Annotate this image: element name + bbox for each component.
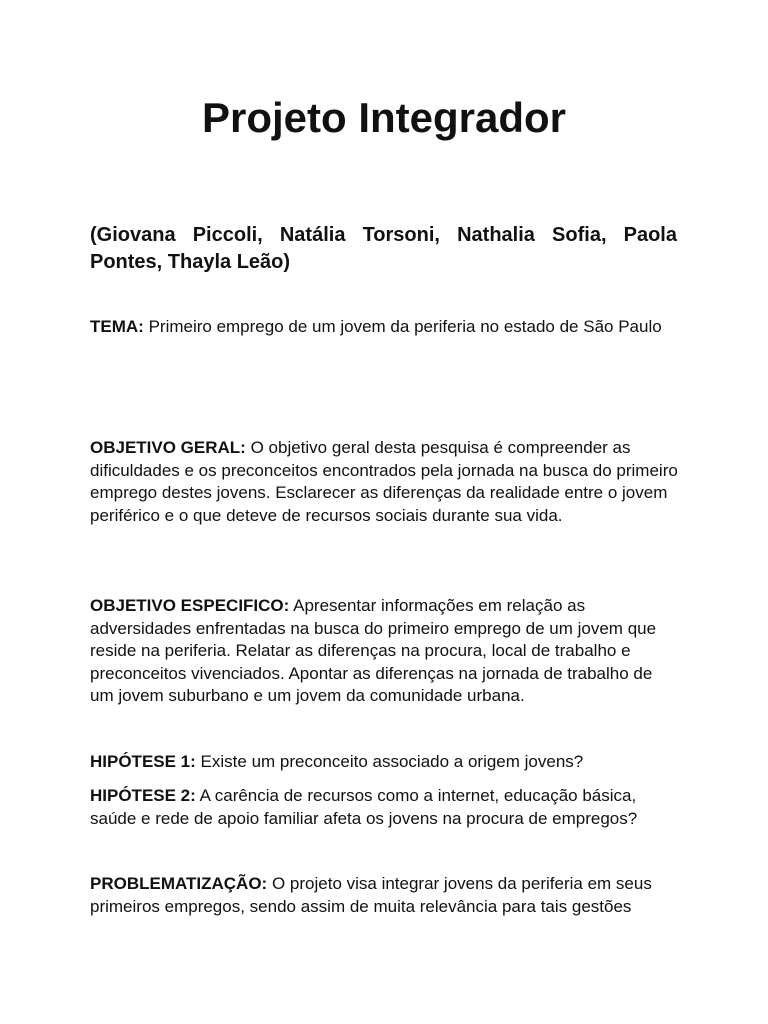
section-tema <box>90 316 680 339</box>
section-text: O objetivo geral desta pesquisa é compreender as dificuldades e os preconceitos encontrados pela jornada na busca do primeiro emprego destes jovens. Esclarecer as diferenças da realidade entre o jovem periférico e o que deteve de recursos sociais durante sua vida. <box>90 438 678 525</box>
authors-list: (Giovana Piccoli, Natália Torsoni, Nathalia Sofia, Paola Pontes, Thayla Leão) <box>90 224 677 273</box>
section-label: OBJETIVO ESPECIFICO: <box>90 596 290 615</box>
section-label: PROBLEMATIZAÇÃO: <box>90 874 268 893</box>
section-label: OBJETIVO GERAL: <box>90 438 246 457</box>
page-title: Projeto Integrador <box>201 94 567 141</box>
section-text: Existe um preconceito associado a origem jovens? <box>200 752 584 771</box>
section-hipotese-1 <box>90 751 680 774</box>
section-text: A carência de recursos como a internet, educação básica, saúde e rede de apoio familiar afeta os jovens na procura de empregos? <box>90 786 638 828</box>
section-objetivo-geral <box>90 437 680 527</box>
section-text: Primeiro emprego de um jovem da periferia no estado de São Paulo <box>148 317 662 336</box>
section-objetivo-especifico <box>90 595 680 708</box>
section-text: O projeto visa integrar jovens da periferia em seus primeiros empregos, sendo assim de muita relevância para tais gestões <box>90 874 652 916</box>
section-label: TEMA: <box>90 317 144 336</box>
section-label: HIPÓTESE 2: <box>90 786 196 805</box>
section-text: Apresentar informações em relação as adversidades enfrentadas na busca do primeiro emprego de um jovem que reside na periferia. Relatar as diferenças na procura, local de trabalho e preconceitos vivenciados. Apontar as diferenças na jornada de trabalho de um jovem suburbano e um jovem da comunidade urbana. <box>90 596 657 706</box>
section-label: HIPÓTESE 1: <box>90 752 196 771</box>
section-problematizacao <box>90 873 680 918</box>
section-hipotese-2 <box>90 785 680 830</box>
